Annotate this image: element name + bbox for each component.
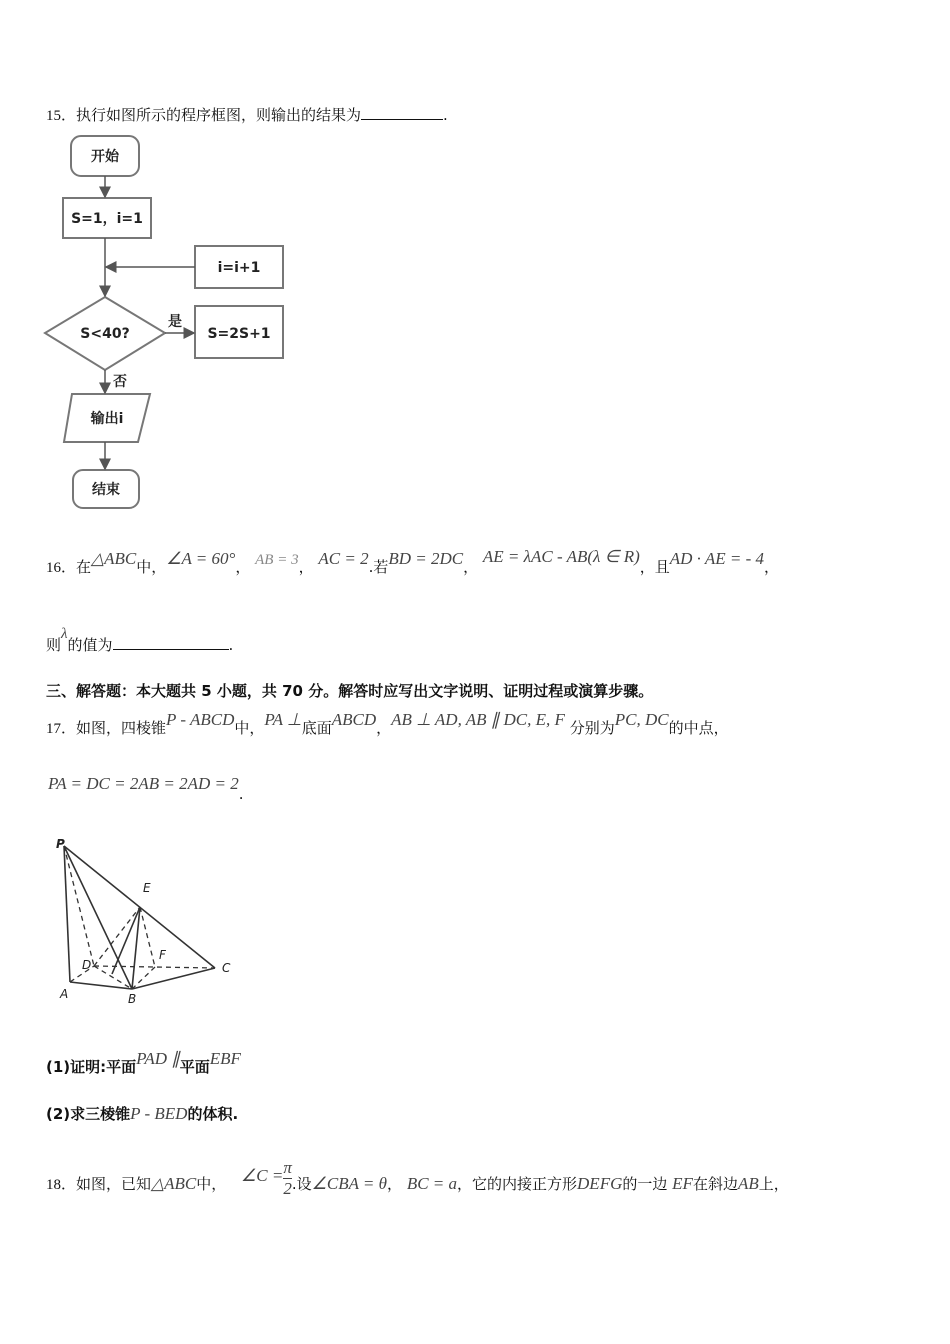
q17-part1-math-pad: PAD ∥: [136, 1049, 180, 1068]
q16-answer-blank[interactable]: [113, 635, 229, 650]
q18-fraction-denominator: 2: [283, 1179, 292, 1198]
q17-text-6: 的中点，: [668, 719, 729, 737]
edge-pb: [64, 846, 132, 989]
label-c: C: [222, 961, 231, 975]
q17-part1-text-2: 平面: [179, 1058, 210, 1076]
q17-math-conditions: AB ⊥ AD, AB ∥ DC, E, F: [391, 710, 565, 729]
q18-math-bc: BC = a: [406, 1174, 458, 1193]
q17-text-3: 底面: [301, 719, 332, 737]
q18-line1: [46, 1158, 789, 1205]
q18-math-ab: AB: [737, 1174, 759, 1193]
q16-text-3: ，: [235, 558, 251, 576]
q16-line2-text-1: 则: [46, 636, 62, 654]
q15-line: [46, 104, 448, 125]
q18-math-ef: EF: [672, 1174, 693, 1193]
q16-text-6: ，: [463, 558, 479, 576]
label-b: B: [128, 992, 137, 1006]
flow-end-label: 结束: [92, 482, 120, 498]
q18-number: 18．: [46, 1177, 77, 1193]
q16-line2: [46, 626, 234, 655]
flow-output-label: 输出i: [90, 411, 124, 427]
q17-text-1: 如图，四棱锥: [76, 719, 167, 737]
q16-math-ab: AB = 3: [255, 552, 299, 568]
q18-math-angle-c: ∠C =: [241, 1166, 284, 1185]
flow-no-label: 否: [113, 374, 127, 390]
q17-equation-line: [48, 774, 244, 803]
label-e: E: [143, 881, 151, 895]
q16-math-angle: ∠A = 60°: [166, 549, 236, 568]
q16-text-1: 在: [76, 558, 92, 576]
q18-text-7: 在斜边: [692, 1175, 738, 1193]
q16-text-4: ，: [298, 558, 314, 576]
q16-math-triangle: △ABC: [91, 549, 137, 568]
q17-text-5: 分别为: [569, 719, 615, 737]
flow-yes-label: 是: [168, 314, 182, 330]
label-a: A: [60, 987, 69, 1001]
q16-math-ac: AC = 2: [318, 549, 369, 568]
q18-text-1: 如图，已知: [76, 1175, 152, 1193]
q17-math-pa-perp: PA ⊥: [264, 710, 302, 729]
q17-math-equation: PA = DC = 2AB = 2AD = 2: [48, 774, 239, 793]
label-f: F: [159, 948, 166, 962]
q17-text-4: ，: [376, 719, 392, 737]
q17-pyramid-figure: [52, 832, 242, 1012]
q17-part2-text-2: 的体积.: [187, 1105, 239, 1123]
q17-math-pyramid: P - ABCD: [166, 710, 235, 729]
q18-text-3: .设: [291, 1175, 312, 1193]
q15-end: .: [443, 106, 448, 124]
flow-increment-label: i=i+1: [217, 260, 261, 276]
section-3-heading: 三、解答题：本大题共 5 小题，共 70 分。解答时应写出文字说明、证明过程或演算步骤。: [46, 682, 654, 700]
q17-part2: [46, 1103, 238, 1124]
edge-ab: [70, 982, 132, 989]
q18-math-defg: DEFG: [577, 1174, 623, 1193]
q17-part1-math-ebf: EBF: [209, 1049, 241, 1068]
q15-answer-blank[interactable]: [361, 105, 443, 120]
q18-text-6: 的一边: [622, 1175, 668, 1193]
q17-math-pc-dc: PC, DC: [614, 710, 669, 729]
q16-line1: [46, 547, 780, 577]
q15-flowchart: [40, 130, 300, 515]
flow-process-label: S=2S+1: [207, 326, 271, 342]
q18-fraction: [283, 1158, 292, 1199]
q16-math-lambda: λ: [61, 626, 68, 642]
edge-bc: [132, 968, 215, 989]
flow-init-label: S=1，i=1: [71, 211, 143, 227]
q17-part2-label: (2)求三棱锥: [46, 1105, 131, 1123]
q17-math-abcd: ABCD: [331, 710, 377, 729]
q16-number: 16．: [46, 560, 77, 576]
q15-text: 执行如图所示的程序框图，则输出的结果为: [76, 106, 362, 124]
q18-text-4: ，: [387, 1175, 403, 1193]
q16-text-7: ，且: [639, 558, 670, 576]
q16-math-ae: AE = λAC - AB(λ ∈ R): [482, 547, 640, 566]
q15-number: 15．: [46, 108, 77, 124]
q18-fraction-numerator: π: [283, 1158, 292, 1177]
edge-ef: [140, 907, 155, 967]
label-p: P: [56, 837, 65, 851]
q17-equation-end: .: [238, 785, 244, 803]
q17-part1: [46, 1049, 241, 1077]
label-d: D: [82, 958, 92, 972]
q16-math-bd: BD = 2DC: [388, 549, 464, 568]
q16-line2-end: .: [228, 636, 234, 654]
q18-text-8: 上，: [758, 1175, 789, 1193]
q18-text-5: ，它的内接正方形: [457, 1175, 578, 1193]
q17-number: 17．: [46, 721, 77, 737]
q18-text-2: 中，: [196, 1175, 227, 1193]
q18-math-triangle: △ABC: [151, 1174, 197, 1193]
q17-text-2: 中，: [234, 719, 265, 737]
q16-math-dot: AD · AE = - 4: [669, 549, 765, 568]
edge-eb: [132, 907, 140, 989]
q16-text-2: 中，: [136, 558, 167, 576]
flow-condition-label: S<40?: [80, 326, 130, 342]
q17-part1-label: (1)证明:平面: [46, 1058, 137, 1076]
q18-math-theta: ∠CBA = θ: [311, 1174, 388, 1193]
q16-line2-text-2: 的值为: [67, 636, 113, 654]
q16-text-5: .若: [368, 558, 389, 576]
flow-start-label: 开始: [91, 149, 119, 165]
q17-part2-math-pbed: P - BED: [130, 1104, 188, 1123]
q17-line1: [46, 710, 729, 738]
q16-text-8: ，: [764, 558, 780, 576]
edge-ed-upper: [112, 907, 140, 974]
